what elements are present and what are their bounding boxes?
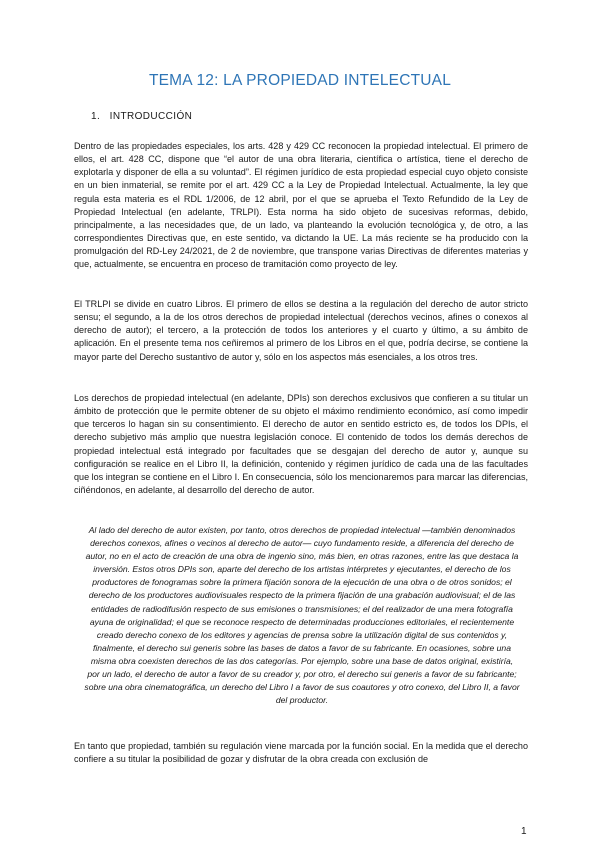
- section-heading: 1. INTRODUCCIÓN: [91, 111, 193, 122]
- paragraph-2: El TRLPI se divide en cuatro Libros. El primero de ellos se destina a la regulación del derecho de autor stricto sensu; el segundo, a la de los otros derechos de propiedad intelectual (derechos vecinos, afines o conexos al derecho de autor); el tercero, a la protección de todos los anteriores y el cuarto y último, a su ámbito de aplicación. En el presente tema nos ceñiremos al primero de los Libros en el que, podría decirse, se contiene la mayor parte del Derecho sustantivo de autor y, sólo en los aspectos más esenciales, a los otros tres.: [74, 299, 528, 362]
- document-title: TEMA 12: LA PROPIEDAD INTELECTUAL: [148, 72, 452, 89]
- paragraph-4: En tanto que propiedad, también su regulación viene marcada por la función social. En la medida que el derecho confiere a su titular la posibilidad de gozar y disfrutar de la obra creada con exclusión de: [74, 741, 528, 765]
- paragraph-3: Los derechos de propiedad intelectual (en adelante, DPIs) son derechos exclusivos que confieren a su titular un ámbito de protección que le permite obtener de su objeto el máximo rendimiento económico, así como impedir que terceros lo hagan sin su consentimiento. El derecho de autor en sentido estricto es, de todos los DPIs, el derecho subjetivo más amplio que nuestra legislación conoce. El contenido de todos los demás derechos de propiedad intelectual está integrado por facultades que se desgajan del derecho de autor y, aunque su configuración se realice en el Libro II, la definición, contenido y régimen jurídico de cada una de las facultades que los integran se contiene en el Libro I. En consecuencia, sólo los mencionaremos para marcar las diferencias, ciñéndonos, en adelante, al desarrollo del derecho de autor.: [74, 393, 528, 496]
- paragraph-1: Dentro de las propiedades especiales, los arts. 428 y 429 CC reconocen la propiedad intelectual. El primero de ellos, el art. 428 CC, dispone que “el autor de una obra literaria, científica o artística, tiene el derecho de explotarla y disponer de ella a su voluntad”. El régimen jurídico de esta propiedad especial cuyo objeto consiste en un bien inmaterial, se remite por el art. 429 CC a la Ley de Propiedad Intelectual. Actualmente, la ley que regula esta materia es el RDL 1/2006, de 12 abril, por el que se aprueba el Texto Refundido de la Ley de Propiedad Intelectual (en adelante, TRLPI). Esta norma ha sido objeto de sucesivas reformas, debido, principalmente, a las necesidades que, de un lado, va planteando la evolución tecnológica y, de otro, a las correspondientes Directivas que, en este sentido, va dictando la UE. La más reciente se ha producido con la promulgación del RD-Ley 24/2021, de 2 de noviembre, que transpone varias Directivas de diferentes materias y que, actualmente, se encuentra en proceso de tramitación como proyecto de ley.: [74, 141, 528, 270]
- page-number: 1: [521, 826, 527, 837]
- block-quote: Al lado del derecho de autor existen, por tanto, otros derechos de propiedad intelectual —también denominados derechos conexos, afines o vecinos al derecho de autor— cuyo fundamento reside, a diferencia del derecho de autor, no en el acto de creación de una obra de ingenio sino, más bien, en otras razones, entre las que destaca la inversión. Estos otros DPIs son, aparte del derecho de los artistas intérpretes y ejecutantes, el derecho de los productores de fonogramas sobre la primera fijación sonora de la ejecución de una obra o de otros sonidos; el derecho de los productores audiovisuales respecto de la primera fijación de una grabación audiovisual; el de las entidades de radiodifusión respecto de sus emisiones o transmisiones; el del realizador de una mera fotografía ayuna de originalidad; el que se reconoce respecto de determinadas producciones editoriales, el recientemente creado derecho conexo de los editores y agencias de prensa sobre la utilización digital de sus contenidos y, finalmente, el derecho sui generis sobre las bases de datos a favor de su fabricante. En ocasiones, sobre una misma obra coexisten derechos de las dos categorías. Por ejemplo, sobre una base de datos original, existiría, por un lado, el derecho de autor a favor de su creador y, por otro, el derecho sui generis a favor de su fabricante; sobre una obra cinematográfica, un derecho del Libro I a favor de sus coautores y otro conexo, del Libro II, a favor del productor.: [84, 525, 520, 706]
